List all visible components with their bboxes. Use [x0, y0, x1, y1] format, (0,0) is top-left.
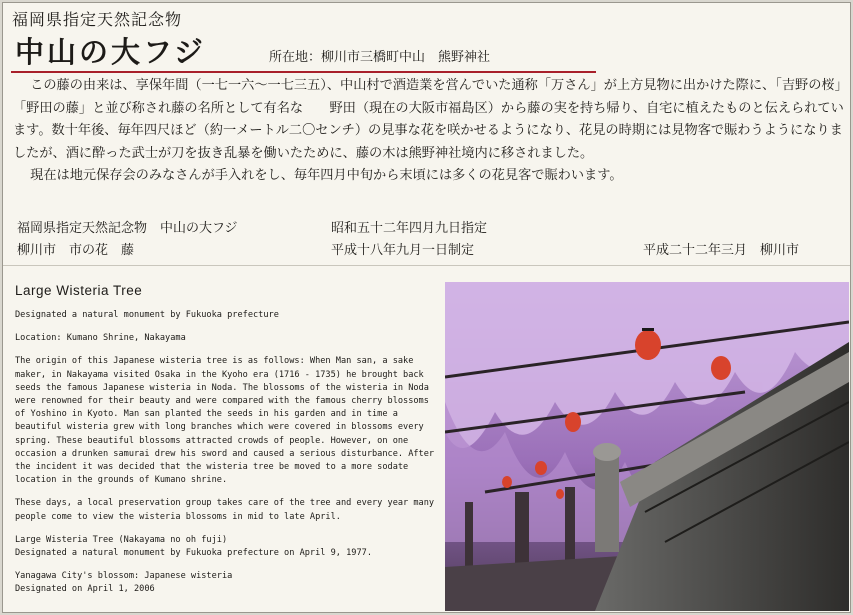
english-city-designated: Designated on April 1, 2006 — [15, 584, 155, 595]
issued-date: 平成二十二年三月 柳川市 — [643, 243, 800, 258]
english-these-days: These days, a local preservation group takes care of the tree and every year many people come to view the wisteria blossoms in mid to late April. — [15, 498, 435, 522]
designation-line-1a: 福岡県指定天然記念物 中山の大フジ — [17, 221, 238, 236]
designation-heading: 福岡県指定天然記念物 — [12, 10, 183, 29]
designation-line-2a: 柳川市 市の花 藤 — [17, 243, 135, 258]
designation-line-1b: 昭和五十二年四月九日指定 — [331, 221, 488, 236]
english-title: Large Wisteria Tree — [15, 283, 143, 298]
wisteria-photo — [445, 282, 849, 611]
english-location: Location: Kumano Shrine, Nakayama — [15, 333, 186, 344]
japanese-paragraph-present: 現在は地元保存会のみなさんが手入れをし、毎年四月中旬から末頃には多くの花見客で賑わいます。 — [30, 168, 623, 183]
section-divider — [3, 265, 850, 266]
location-label: 所在地：柳川市三橋町中山 熊野神社 — [269, 50, 491, 65]
information-sign — [2, 2, 851, 613]
english-footer-designated: Designated a natural monument by Fukuoka prefecture on April 9, 1977. — [15, 548, 372, 559]
designation-line-2b: 平成十八年九月一日制定 — [331, 243, 475, 258]
title-underline — [11, 71, 596, 73]
english-origin: The origin of this Japanese wisteria tree is as follows: When Man san, a sake maker, in Nakayama visited Osaka in the Kyoho era (1716 - 1735) he brought back seeds the famous Japanese wisteria in Noda. The blossoms of the wisteria in Noda were renowned for their beauty and were compared with the famous cherry blossoms of Yoshino in Kyoto. Man san planted the seeds in his garden and in time a beautiful wisteria grew with long branches which were covered in blossoms every spring. These beautiful blossoms attracted crowds of people. However, on one occasion a drunken samurai drew his sword and caused a serious disturbance. After the incident it was decided that the wisteria tree be moved to a more sodate location in the grounds of Kumano shrine. — [15, 356, 435, 486]
japanese-body — [13, 75, 847, 188]
english-designated: Designated a natural monument by Fukuoka prefecture — [15, 310, 279, 320]
japanese-paragraph-origin: この藤の由来は、享保年間（一七一六〜一七三五）、中山村で酒造業を営んでいた通称「万さん」が上方見物に出かけた際に、「吉野の桜」「野田の藤」と並び称され藤の名所として有名な 野田（現在の大阪市福島区）から藤の実を持ち帰り、自宅に植えたものと伝えられています。数十年後、毎年四尺ほど（約一メートル二〇センチ）の見事な花を咲かせるようになり、花見の時期には見物客で賑わうようになりましたが、酒に酔った武士が刀を抜き乱暴を働いたために、藤の木は熊野神社境内に移されました。 — [13, 78, 844, 161]
english-section — [15, 283, 440, 607]
english-city-blossom: Yanagawa City's blossom: Japanese wisteria — [15, 571, 233, 582]
sign-title: 中山の大フジ — [15, 35, 206, 69]
english-footer-title: Large Wisteria Tree (Nakayama no oh fuji) — [15, 534, 228, 545]
